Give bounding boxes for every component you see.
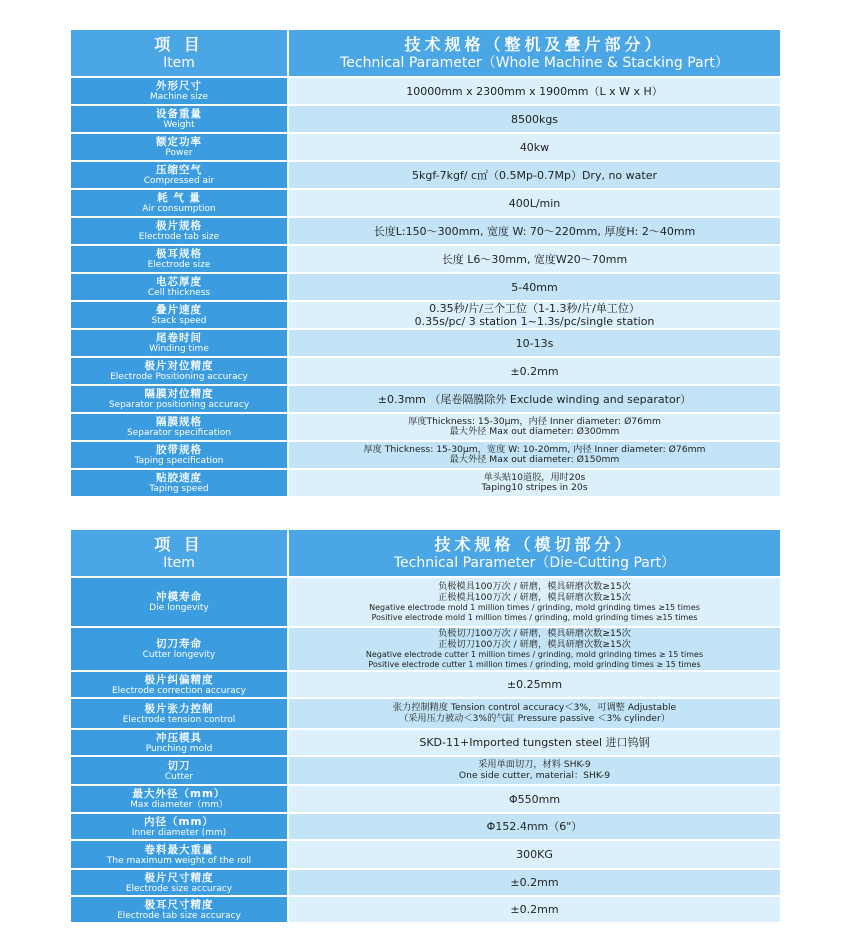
row-label-zh: 极片尺寸精度 xyxy=(144,871,214,884)
row-label-zh: 叠片速度 xyxy=(156,304,202,316)
table-row xyxy=(71,730,780,755)
row-value-cell xyxy=(289,628,780,670)
table-row xyxy=(71,246,780,272)
row-label-en: Cutter longevity xyxy=(142,650,216,660)
row-label-en: Cell thickness xyxy=(147,288,211,298)
row-label-en: Electrode tab size accuracy xyxy=(117,910,241,921)
row-label-en: Electrode tension control xyxy=(122,714,236,725)
row-value-line: 5-40mm xyxy=(511,280,558,294)
table-header xyxy=(71,530,780,576)
row-value-line: Φ152.4mm（6"） xyxy=(486,820,583,833)
table-row xyxy=(71,190,780,216)
row-value-line: 最大外径 Max out diameter: Ø150mm xyxy=(449,454,620,465)
row-label-cell xyxy=(71,78,287,104)
row-value-line: 400L/min xyxy=(508,196,561,210)
table-row xyxy=(71,814,780,839)
header-param-cell xyxy=(289,30,780,76)
row-value-line: 厚度Thickness: 15-30μm，内径 Inner diameter: Ø76mm xyxy=(408,415,661,427)
row-label-cell xyxy=(71,897,287,922)
row-label-zh: 尾卷时间 xyxy=(156,332,202,344)
row-label-en: Electrode correction accuracy xyxy=(111,685,246,696)
row-value-line: 10000mm x 2300mm x 1900mm（L x W x H） xyxy=(406,84,663,98)
table-row xyxy=(71,470,780,496)
row-label-zh: 耗 气 量 xyxy=(157,192,201,204)
row-label-zh: 极片张力控制 xyxy=(144,702,214,715)
row-label-en: Power xyxy=(165,148,193,158)
row-label-en: Separator positioning accuracy xyxy=(108,400,250,410)
row-value-line: 40kw xyxy=(519,140,550,154)
table-row xyxy=(71,699,780,728)
row-label-cell xyxy=(71,470,287,496)
table-row xyxy=(71,386,780,412)
row-label-zh: 外形尺寸 xyxy=(156,80,202,92)
row-label-en: Cutter xyxy=(164,771,194,782)
row-label-cell xyxy=(71,218,287,244)
row-value-cell xyxy=(289,190,780,216)
table-header xyxy=(71,30,780,76)
row-label-zh: 极片纠偏精度 xyxy=(144,673,214,686)
row-label-cell xyxy=(71,628,287,670)
row-label-cell xyxy=(71,162,287,188)
row-value-line: ±0.2mm xyxy=(510,876,559,889)
header-item-zh: 项 目 xyxy=(154,35,204,54)
row-value-line: 采用单面切刀，材料 SHK-9 xyxy=(478,759,591,770)
row-label-cell xyxy=(71,302,287,328)
row-value-line: ±0.2mm xyxy=(510,364,559,378)
row-value-line: Negative electrode cutter 1 million times / grinding, mold grinding times ≥ 15 times xyxy=(365,650,704,660)
row-value-cell xyxy=(289,246,780,272)
row-label-en: Taping specification xyxy=(134,456,224,466)
row-value-cell xyxy=(289,330,780,356)
table-row xyxy=(71,578,780,626)
row-value-line: 单头贴10道胶，用时20s xyxy=(483,471,586,483)
row-label-zh: 胶带规格 xyxy=(156,444,202,456)
table-row xyxy=(71,106,780,132)
row-label-en: Electrode Positioning accuracy xyxy=(110,372,248,382)
header-param-en: Technical Parameter（Whole Machine & Stacking Part） xyxy=(340,55,729,71)
row-label-cell xyxy=(71,814,287,839)
row-value-line: ±0.3mm （尾卷隔膜除外 Exclude winding and separator） xyxy=(377,392,692,406)
header-item-cell xyxy=(71,30,287,76)
row-value-line: 负极切刀100万次 / 研磨，模具研磨次数≥15次 xyxy=(438,628,631,640)
row-label-zh: 额定功率 xyxy=(156,136,202,148)
row-value-line: 最大外径 Max out diameter: Ø300mm xyxy=(449,426,620,437)
header-item-en: Item xyxy=(163,55,195,71)
row-label-en: Winding time xyxy=(149,344,209,354)
spec-table-whole-machine xyxy=(71,30,780,496)
header-param-zh: 技术规格（整机及叠片部分） xyxy=(404,35,665,54)
row-label-cell xyxy=(71,106,287,132)
header-param-zh: 技术规格（模切部分） xyxy=(434,535,635,554)
row-value-cell xyxy=(289,106,780,132)
row-value-cell xyxy=(289,841,780,868)
row-value-line: 厚度 Thickness: 15-30μm，宽度 W: 10-20mm, 内径 Inner diameter: Ø76mm xyxy=(363,443,706,455)
row-value-cell xyxy=(289,578,780,626)
table-row xyxy=(71,358,780,384)
table-row xyxy=(71,870,780,895)
row-label-en: Punching mold xyxy=(145,743,213,754)
row-value-cell xyxy=(289,672,780,697)
table-body xyxy=(71,578,780,922)
row-value-cell xyxy=(289,386,780,412)
row-label-cell xyxy=(71,672,287,697)
row-value-line: 长度 L6～30mm, 宽度W20～70mm xyxy=(441,252,628,266)
table-row xyxy=(71,757,780,784)
table-row xyxy=(71,162,780,188)
row-value-line: （采用压力被动＜3%的气缸 Pressure passive ＜3% cylinder） xyxy=(399,712,670,724)
row-label-en: Stack speed xyxy=(151,316,207,326)
row-label-zh: 极耳尺寸精度 xyxy=(144,898,214,911)
row-label-en: Separator specification xyxy=(126,428,232,438)
header-item-cell xyxy=(71,530,287,576)
table-row xyxy=(71,628,780,670)
row-value-line: Negative electrode mold 1 million times / grinding, mold grinding times ≥15 times xyxy=(369,603,700,613)
row-value-line: 负极模具100万次 / 研磨，模具研磨次数≥15次 xyxy=(438,581,631,593)
row-label-zh: 切刀 xyxy=(167,759,191,772)
row-label-cell xyxy=(71,870,287,895)
row-value-cell xyxy=(289,134,780,160)
table-row xyxy=(71,786,780,812)
row-label-en: Electrode size xyxy=(147,260,211,270)
row-label-zh: 冲模寿命 xyxy=(156,591,202,603)
row-value-line: 正极模具100万次 / 研磨，模具研磨次数≥15次 xyxy=(438,591,631,603)
row-label-zh: 极片对位精度 xyxy=(144,360,214,372)
row-label-en: Machine size xyxy=(150,92,208,102)
row-label-en: Inner diameter (mm) xyxy=(131,827,227,838)
row-value-cell xyxy=(289,730,780,755)
row-label-cell xyxy=(71,442,287,468)
row-label-zh: 切刀寿命 xyxy=(156,638,202,650)
row-value-cell xyxy=(289,870,780,895)
row-label-zh: 隔膜对位精度 xyxy=(144,388,214,400)
row-label-en: Max diameter（mm） xyxy=(130,800,228,810)
row-value-cell xyxy=(289,78,780,104)
row-value-cell xyxy=(289,218,780,244)
row-value-cell xyxy=(289,699,780,728)
row-label-cell xyxy=(71,386,287,412)
row-label-en: Electrode tab size xyxy=(138,232,220,242)
row-value-line: Φ550mm xyxy=(508,792,561,806)
header-item-zh: 项 目 xyxy=(154,535,204,554)
row-label-zh: 冲压模具 xyxy=(156,731,202,744)
row-value-cell xyxy=(289,814,780,839)
row-value-line: Taping10 stripes in 20s xyxy=(481,482,588,493)
header-item-en: Item xyxy=(163,555,195,571)
row-label-zh: 压缩空气 xyxy=(156,164,202,176)
row-label-cell xyxy=(71,757,287,784)
table-row xyxy=(71,897,780,922)
row-label-cell xyxy=(71,358,287,384)
row-label-cell xyxy=(71,841,287,868)
row-value-line: ±0.2mm xyxy=(510,903,559,916)
row-value-cell xyxy=(289,414,780,440)
row-value-cell xyxy=(289,786,780,812)
table-row xyxy=(71,134,780,160)
row-label-zh: 设备重量 xyxy=(156,108,202,120)
row-label-en: The maximum weight of the roll xyxy=(106,855,252,866)
row-label-cell xyxy=(71,190,287,216)
table-row xyxy=(71,442,780,468)
row-label-en: Die longevity xyxy=(149,603,209,613)
row-label-zh: 电芯厚度 xyxy=(156,276,202,288)
row-value-cell xyxy=(289,442,780,468)
row-label-cell xyxy=(71,786,287,812)
header-param-en: Technical Parameter（Die-Cutting Part） xyxy=(393,555,676,571)
row-value-cell xyxy=(289,470,780,496)
row-label-en: Taping speed xyxy=(149,484,209,494)
row-value-line: SKD-11+Imported tungsten steel 进口钨钢 xyxy=(419,736,650,749)
row-value-line: 长度L:150～300mm, 宽度 W: 70～220mm, 厚度H: 2～40mm xyxy=(373,224,696,238)
row-label-zh: 最大外径（mm） xyxy=(132,788,226,800)
row-value-line: ±0.25mm xyxy=(506,678,563,691)
row-label-en: Weight xyxy=(163,120,195,130)
row-label-en: Air consumption xyxy=(142,204,216,214)
table-row xyxy=(71,218,780,244)
row-value-cell xyxy=(289,274,780,300)
table-row xyxy=(71,302,780,328)
row-value-cell xyxy=(289,358,780,384)
row-value-line: 10-13s xyxy=(515,336,554,350)
table-row xyxy=(71,414,780,440)
table-row xyxy=(71,330,780,356)
table-row xyxy=(71,841,780,868)
row-value-line: 0.35s/pc/ 3 station 1~1.3s/pc/single station xyxy=(414,315,655,328)
spec-table-die-cutting xyxy=(71,530,780,922)
table-body xyxy=(71,78,780,496)
row-value-line: Positive electrode cutter 1 million times / grinding, mold grinding times ≥ 15 times xyxy=(368,659,701,669)
row-label-cell xyxy=(71,246,287,272)
row-value-cell xyxy=(289,757,780,784)
row-label-cell xyxy=(71,414,287,440)
row-label-cell xyxy=(71,134,287,160)
row-value-line: Positive electrode mold 1 million times / grinding, mold grinding times ≥15 times xyxy=(371,612,698,622)
row-value-line: 5kgf-7kgf/ c㎡（0.5Mp-0.7Mp）Dry, no water xyxy=(411,168,657,182)
table-row xyxy=(71,78,780,104)
row-label-zh: 贴胶速度 xyxy=(156,472,202,484)
row-value-line: 300KG xyxy=(516,848,553,861)
row-value-line: 正极切刀100万次 / 研磨，模具研磨次数≥15次 xyxy=(438,638,631,650)
header-param-cell xyxy=(289,530,780,576)
row-value-line: 0.35秒/片/三个工位（1-1.3秒/片/单工位） xyxy=(429,302,640,315)
table-row xyxy=(71,274,780,300)
row-label-cell xyxy=(71,274,287,300)
row-label-zh: 内径（mm） xyxy=(144,815,214,828)
row-value-line: 8500kgs xyxy=(510,112,559,126)
row-value-cell xyxy=(289,302,780,328)
row-label-cell xyxy=(71,330,287,356)
row-label-zh: 极片规格 xyxy=(156,220,202,232)
row-label-cell xyxy=(71,699,287,728)
row-value-line: 张力控制精度 Tension control accuracy＜3%，可调整 Adjustable xyxy=(392,702,677,713)
row-label-zh: 极耳规格 xyxy=(156,248,202,260)
row-value-line: One side cutter, material：SHK-9 xyxy=(458,769,611,781)
row-value-cell xyxy=(289,162,780,188)
row-label-en: Compressed air xyxy=(143,176,215,186)
row-label-zh: 隔膜规格 xyxy=(156,416,202,428)
row-label-cell xyxy=(71,730,287,755)
row-label-cell xyxy=(71,578,287,626)
row-label-zh: 卷料最大重量 xyxy=(144,843,214,856)
row-label-en: Electrode size accuracy xyxy=(125,883,233,894)
table-row xyxy=(71,672,780,697)
row-value-cell xyxy=(289,897,780,922)
